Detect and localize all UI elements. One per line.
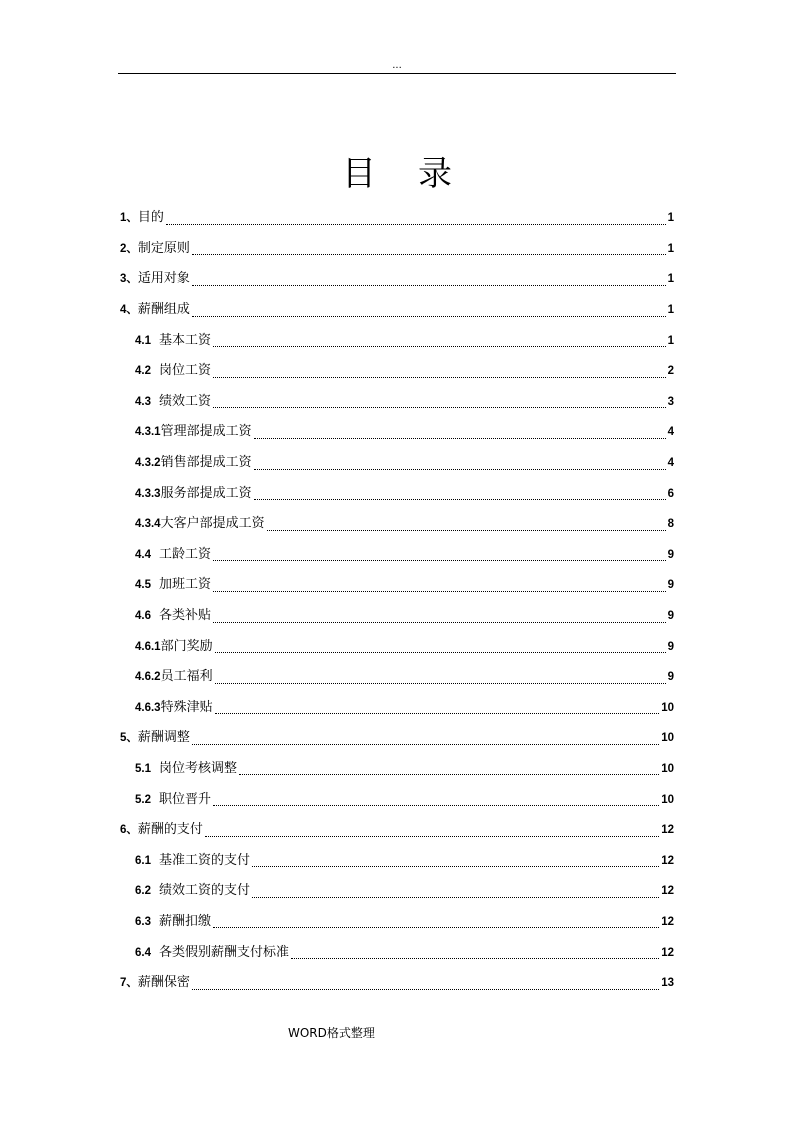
toc-entry-number: 5.2 xyxy=(135,793,151,806)
toc-entry-number: 4.6.3 xyxy=(135,701,161,714)
toc-entry[interactable] xyxy=(118,478,674,509)
toc-entry-title: 薪酬调整 xyxy=(137,730,190,746)
toc-entry-page-number: 12 xyxy=(661,946,674,959)
toc-entry-page-number: 12 xyxy=(661,824,674,837)
toc-entry-number: 5、 xyxy=(120,732,138,745)
toc-entry[interactable] xyxy=(118,417,674,448)
toc-entry-number: 4.2 xyxy=(135,365,151,378)
toc-entry-title: 基准工资的支付 xyxy=(159,852,251,868)
toc-entry-number: 4.6 xyxy=(135,610,151,623)
toc-entry-page-number: 1 xyxy=(667,334,674,347)
toc-entry-number: 5.1 xyxy=(135,762,151,775)
toc-entry-number: 4.5 xyxy=(135,579,151,592)
toc-entry-number: 4.6.2 xyxy=(135,671,161,684)
toc-dot-leader xyxy=(213,614,666,623)
toc-entry-page-number: 1 xyxy=(667,273,674,286)
toc-entry-number: 4、 xyxy=(120,304,138,317)
toc-entry[interactable] xyxy=(118,968,674,999)
toc-dot-leader xyxy=(213,583,666,592)
toc-dot-leader xyxy=(213,919,659,928)
toc-entry-page-number: 3 xyxy=(667,395,674,408)
toc-entry-number: 4.4 xyxy=(135,548,151,561)
toc-entry-page-number: 9 xyxy=(667,671,674,684)
toc-dot-leader xyxy=(239,766,659,775)
toc-entry[interactable] xyxy=(118,754,674,785)
toc-entry-number: 6.1 xyxy=(135,854,151,867)
toc-entry-title: 目的 xyxy=(137,210,164,226)
toc-entry-title: 各类补贴 xyxy=(159,608,212,624)
toc-entry-page-number: 4 xyxy=(667,457,674,470)
toc-entry[interactable] xyxy=(118,448,674,479)
toc-entry-page-number: 10 xyxy=(661,793,674,806)
toc-entry[interactable] xyxy=(118,234,674,265)
toc-entry-page-number: 12 xyxy=(661,854,674,867)
toc-entry-title: 适用对象 xyxy=(137,271,190,287)
header-rule xyxy=(118,73,676,74)
toc-dot-leader xyxy=(192,277,666,286)
toc-entry-number: 6、 xyxy=(120,824,138,837)
toc-dot-leader xyxy=(252,889,659,898)
toc-entry-title: 员工福利 xyxy=(160,669,213,685)
toc-entry-page-number: 6 xyxy=(667,487,674,500)
toc-entry[interactable] xyxy=(118,264,674,295)
toc-entry-title: 职位晋升 xyxy=(159,791,212,807)
toc-entry-page-number: 1 xyxy=(667,242,674,255)
toc-entry[interactable] xyxy=(118,876,674,907)
toc-entry[interactable] xyxy=(118,540,674,571)
toc-entry[interactable] xyxy=(118,723,674,754)
table-of-contents xyxy=(118,203,674,998)
toc-entry-title: 工龄工资 xyxy=(159,546,212,562)
toc-entry[interactable] xyxy=(118,203,674,234)
toc-entry[interactable] xyxy=(118,509,674,540)
toc-entry-number: 7、 xyxy=(120,977,138,990)
toc-entry-title: 绩效工资 xyxy=(159,393,212,409)
toc-entry-number: 4.6.1 xyxy=(135,640,161,653)
toc-dot-leader xyxy=(215,675,666,684)
toc-entry-title: 销售部提成工资 xyxy=(160,455,252,471)
toc-entry-title: 制定原则 xyxy=(137,240,190,256)
toc-entry-number: 1、 xyxy=(120,212,138,225)
toc-entry[interactable] xyxy=(118,570,674,601)
toc-entry-page-number: 12 xyxy=(661,885,674,898)
toc-entry[interactable] xyxy=(118,387,674,418)
toc-entry-title: 部门奖励 xyxy=(160,638,213,654)
toc-entry-page-number: 8 xyxy=(667,518,674,531)
toc-dot-leader xyxy=(192,981,659,990)
toc-entry-page-number: 13 xyxy=(661,977,674,990)
toc-entry-number: 6.3 xyxy=(135,915,151,928)
toc-dot-leader xyxy=(213,338,666,347)
toc-dot-leader xyxy=(213,399,666,408)
toc-entry-title: 岗位工资 xyxy=(159,363,212,379)
toc-entry-page-number: 1 xyxy=(667,212,674,225)
toc-entry-title: 绩效工资的支付 xyxy=(159,883,251,899)
toc-entry[interactable] xyxy=(118,845,674,876)
toc-dot-leader xyxy=(213,552,666,561)
toc-entry-title: 大客户部提成工资 xyxy=(160,516,265,532)
toc-entry-page-number: 2 xyxy=(667,365,674,378)
toc-dot-leader xyxy=(192,246,666,255)
toc-entry-number: 3、 xyxy=(120,273,138,286)
toc-entry[interactable] xyxy=(118,784,674,815)
toc-entry-title: 加班工资 xyxy=(159,577,212,593)
toc-entry[interactable] xyxy=(118,356,674,387)
toc-entry-page-number: 10 xyxy=(661,732,674,745)
toc-dot-leader xyxy=(254,430,666,439)
toc-entry-title: 管理部提成工资 xyxy=(160,424,252,440)
toc-entry-title: 服务部提成工资 xyxy=(160,485,252,501)
toc-dot-leader xyxy=(213,797,659,806)
toc-dot-leader xyxy=(215,705,660,714)
toc-entry-number: 4.3.2 xyxy=(135,457,161,470)
toc-entry-page-number: 12 xyxy=(661,915,674,928)
toc-dot-leader xyxy=(215,644,666,653)
toc-entry-number: 4.3.4 xyxy=(135,518,161,531)
toc-entry-title: 薪酬扣缴 xyxy=(159,913,212,929)
toc-dot-leader xyxy=(205,828,659,837)
toc-entry-number: 4.3.3 xyxy=(135,487,161,500)
toc-dot-leader xyxy=(213,369,666,378)
toc-entry-page-number: 9 xyxy=(667,610,674,623)
toc-entry[interactable] xyxy=(118,907,674,938)
toc-entry-number: 4.3.1 xyxy=(135,426,161,439)
toc-entry[interactable] xyxy=(118,295,674,326)
page-footer-text: WORD格式整理 xyxy=(288,1026,375,1040)
toc-dot-leader xyxy=(252,858,659,867)
toc-entry-page-number: 4 xyxy=(667,426,674,439)
toc-entry[interactable] xyxy=(118,662,674,693)
toc-dot-leader xyxy=(192,736,659,745)
toc-entry-title: 基本工资 xyxy=(159,332,212,348)
toc-entry[interactable] xyxy=(118,601,674,632)
toc-entry-number: 4.1 xyxy=(135,334,151,347)
toc-entry-number: 6.2 xyxy=(135,885,151,898)
toc-dot-leader xyxy=(254,491,666,500)
toc-entry-page-number: 9 xyxy=(667,548,674,561)
toc-entry-number: 4.3 xyxy=(135,395,151,408)
toc-entry-title: 薪酬组成 xyxy=(137,302,190,318)
toc-entry-page-number: 10 xyxy=(661,762,674,775)
toc-entry-title: 特殊津贴 xyxy=(160,699,213,715)
toc-entry-title: 薪酬保密 xyxy=(137,975,190,991)
toc-entry[interactable] xyxy=(118,693,674,724)
toc-entry[interactable] xyxy=(118,937,674,968)
toc-entry-page-number: 9 xyxy=(667,579,674,592)
toc-dot-leader xyxy=(291,950,659,959)
toc-entry-number: 6.4 xyxy=(135,946,151,959)
toc-dot-leader xyxy=(254,461,666,470)
toc-entry-number: 2、 xyxy=(120,242,138,255)
toc-dot-leader xyxy=(192,308,666,317)
toc-entry[interactable] xyxy=(118,815,674,846)
toc-entry[interactable] xyxy=(118,325,674,356)
page-header-text: ... xyxy=(392,60,402,71)
toc-entry-page-number: 9 xyxy=(667,640,674,653)
toc-dot-leader xyxy=(267,522,666,531)
toc-entry-page-number: 10 xyxy=(661,701,674,714)
toc-entry-title: 各类假别薪酬支付标准 xyxy=(159,944,290,960)
toc-entry-page-number: 1 xyxy=(667,304,674,317)
toc-title: 目录 xyxy=(342,154,494,194)
toc-entry-title: 薪酬的支付 xyxy=(137,822,203,838)
toc-entry[interactable] xyxy=(118,631,674,662)
toc-dot-leader xyxy=(166,216,666,225)
toc-entry-title: 岗位考核调整 xyxy=(159,760,238,776)
